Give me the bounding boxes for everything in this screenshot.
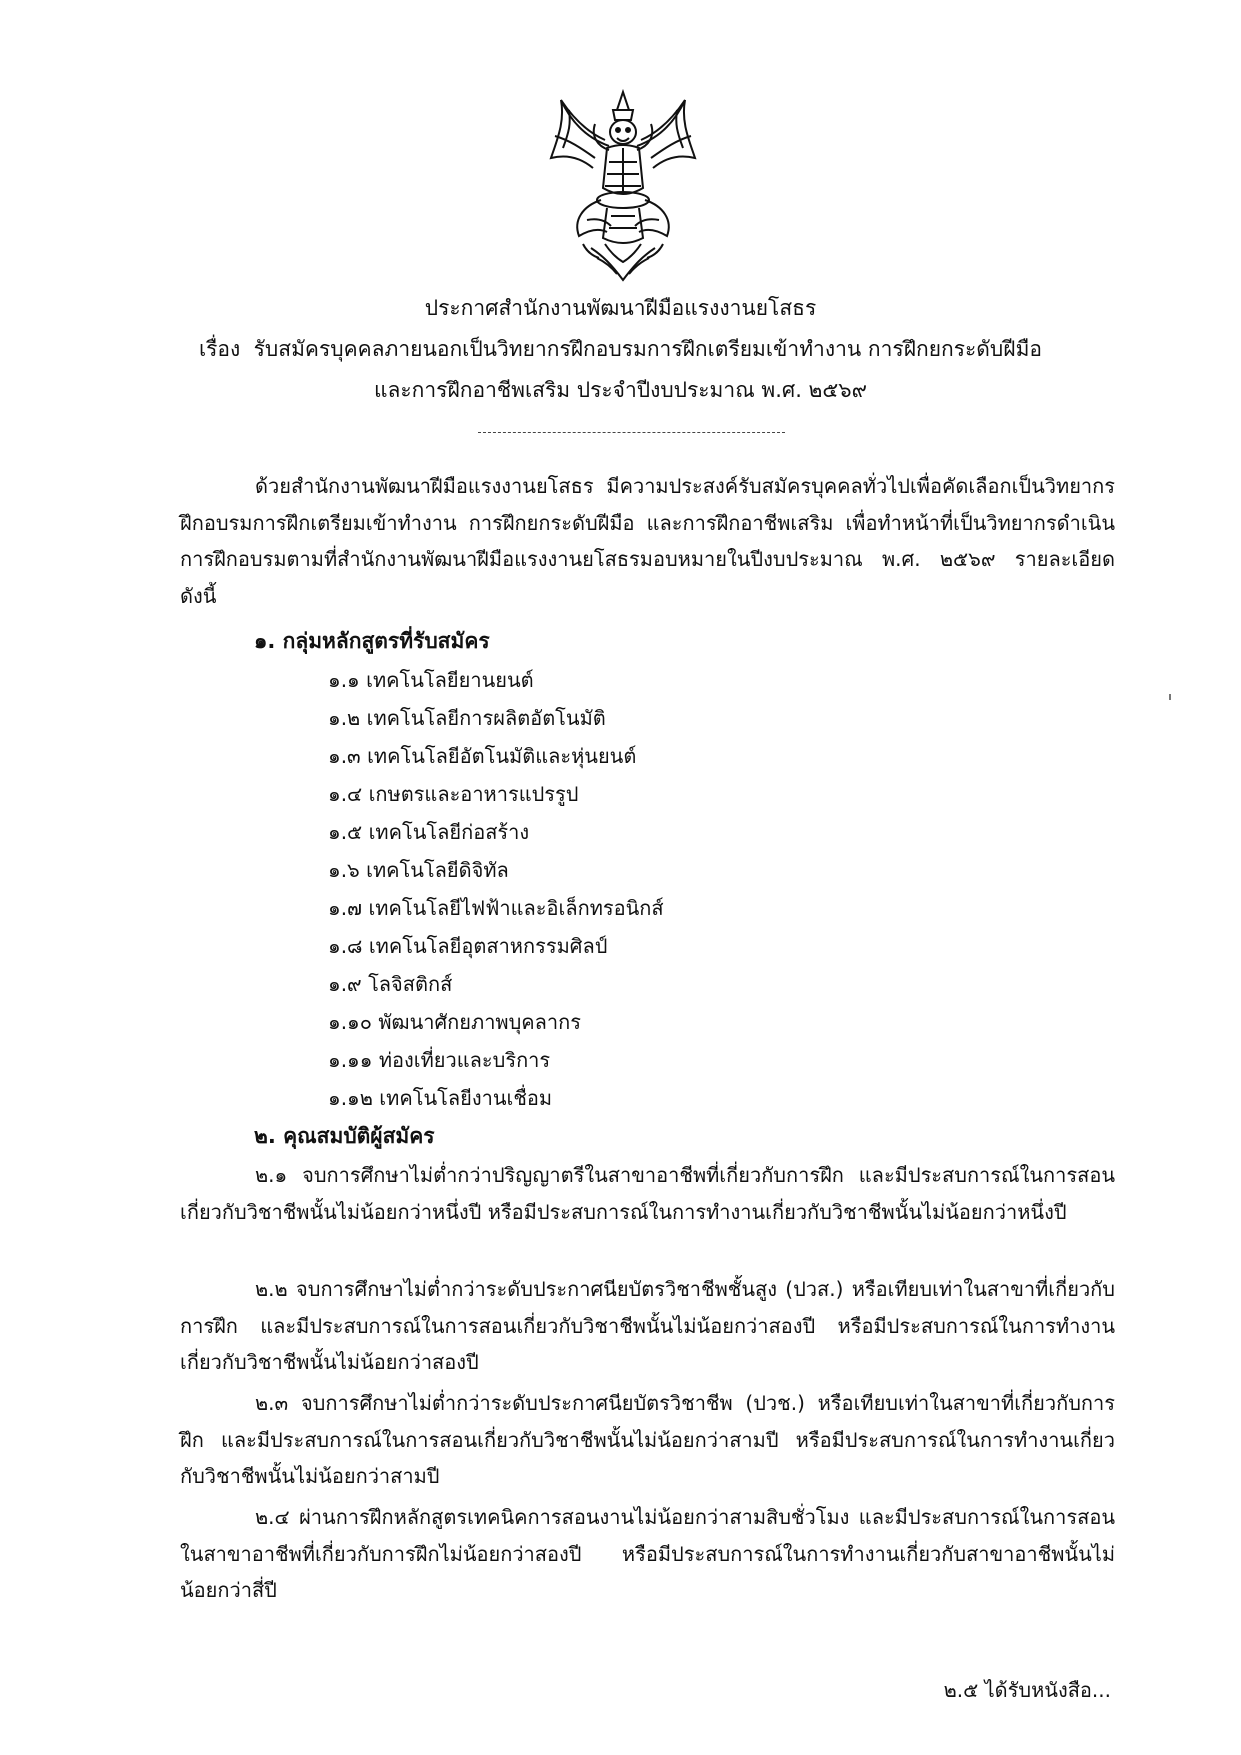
qualification-text: ๒.๔ ผ่านการฝึกหลักสูตรเทคนิคการสอนงานไม่น้อยกว่าสามสิบชั่วโมง และมีประสบการณ์ในการสอนในสาขาอาชีพที่เกี่ยวกับการฝึกไม่น้อยกว่าสองปี หรือมีประสบการณ์ในการทำงานเกี่ยวกับสาขาอาชีพนั้นไม่น้อยกว่าสี่ปี	[180, 1505, 1115, 1602]
qualification-text: ๒.๓ จบการศึกษาไม่ต่ำกว่าระดับประกาศนียบัตรวิชาชีพ (ปวช.) หรือเทียบเท่าในสาขาที่เกี่ยวกับการฝึก และมีประสบการณ์ในการสอนเกี่ยวกับวิชาชีพนั้นไม่น้อยกว่าสามปี หรือมีประสบการณ์ในการทำงานเกี่ยวกับวิชาชีพนั้นไม่น้อยกว่าสามปี	[180, 1391, 1115, 1488]
announcement-title: ประกาศสำนักงานพัฒนาฝีมือแรงงานยโสธร	[424, 296, 817, 320]
course-item	[328, 700, 606, 736]
title-separator	[478, 432, 785, 433]
subject-text: รับสมัครบุคคลภายนอกเป็นวิทยากรฝึกอบรมการฝึกเตรียมเข้าทำงาน การฝึกยกระดับฝีมือ	[253, 337, 1043, 361]
subject-label: เรื่อง	[198, 337, 241, 361]
course-number: ๑.๒	[328, 706, 361, 730]
qualification-text: ๒.๑ จบการศึกษาไม่ต่ำกว่าปริญญาตรีในสาขาอาชีพที่เกี่ยวกับการฝึก และมีประสบการณ์ในการสอนเกี่ยวกับวิชาชีพนั้นไม่น้อยกว่าหนึ่งปี หรือมีประสบการณ์ในการทำงานเกี่ยวกับวิชาชีพนั้นไม่น้อยกว่าหนึ่งปี	[180, 1163, 1115, 1224]
qualification-item	[180, 1271, 1115, 1381]
course-number: ๑.๑๒	[328, 1086, 373, 1110]
intro-text: ด้วยสำนักงานพัฒนาฝีมือแรงงานยโสธร มีความประสงค์รับสมัครบุคคลทั่วไปเพื่อคัดเลือกเป็นวิทยากรฝึกอบรมการฝึกเตรียมเข้าทำงาน การฝึกยกระดับฝีมือ และการฝึกอาชีพเสริม เพื่อทำหน้าที่เป็นวิทยากรดำเนินการฝึกอบรมตามที่สำนักงานพัฒนาฝีมือแรงงานยโสธรมอบหมายในปีงบประมาณ พ.ศ. ๒๕๖๙ รายละเอียด ดังนี้	[180, 474, 1115, 608]
course-number: ๑.๑	[328, 668, 360, 692]
course-item	[328, 1004, 581, 1040]
course-number: ๑.๓	[328, 744, 361, 768]
course-number: ๑.๖	[328, 858, 360, 882]
qualification-item	[180, 1385, 1115, 1495]
qualification-item	[180, 1157, 1115, 1230]
course-name: เทคโนโลยีอัตโนมัติและหุ่นยนต์	[367, 744, 637, 768]
course-number: ๑.๑๐	[328, 1010, 372, 1034]
course-item	[328, 928, 607, 964]
course-name: เทคโนโลยียานยนต์	[366, 668, 534, 692]
course-name: เทคโนโลยีอุตสาหกรรมศิลป์	[368, 934, 608, 958]
announcement-subject	[0, 331, 1241, 367]
course-number: ๑.๑๑	[328, 1048, 373, 1072]
section-1-heading: ๑. กลุ่มหลักสูตรที่รับสมัคร	[254, 629, 490, 653]
course-item	[328, 966, 452, 1002]
course-name: เทคโนโลยีไฟฟ้าและอิเล็กทรอนิกส์	[368, 896, 664, 920]
course-name: โลจิสติกส์	[368, 972, 453, 996]
course-item	[328, 890, 664, 926]
continuation-note: ๒.๕ ได้รับหนังสือ...	[943, 1678, 1111, 1702]
announcement-subject-cont: และการฝึกอาชีพเสริม ประจำปีงบประมาณ พ.ศ. ๒๕๖๙	[373, 378, 867, 402]
course-name: เทคโนโลยีงานเชื่อม	[379, 1086, 553, 1110]
course-item	[328, 776, 578, 812]
section-2-heading: ๒. คุณสมบัติผู้สมัคร	[254, 1124, 435, 1148]
course-number: ๑.๕	[328, 820, 363, 844]
course-name: ท่องเที่ยวและบริการ	[378, 1048, 551, 1072]
qualification-item	[180, 1499, 1115, 1609]
intro-paragraph	[180, 468, 1115, 614]
course-name: เทคโนโลยีดิจิทัล	[366, 858, 509, 882]
course-name: พัฒนาศักยภาพบุคลากร	[378, 1010, 582, 1034]
course-item	[328, 814, 529, 850]
course-item	[328, 662, 534, 698]
course-name: เทคโนโลยีการผลิตอัตโนมัติ	[366, 706, 606, 730]
garuda-emblem	[547, 88, 699, 284]
course-item	[328, 1042, 550, 1078]
course-item	[328, 1080, 552, 1116]
course-number: ๑.๙	[328, 972, 362, 996]
course-number: ๑.๔	[328, 782, 363, 806]
course-name: เทคโนโลยีก่อสร้าง	[368, 820, 530, 844]
course-item	[328, 852, 509, 888]
course-name: เกษตรและอาหารแปรรูป	[368, 782, 579, 806]
course-number: ๑.๘	[328, 934, 363, 958]
course-number: ๑.๗	[328, 896, 363, 920]
scan-speck	[1169, 694, 1171, 700]
course-item	[328, 738, 636, 774]
qualification-text: ๒.๒ จบการศึกษาไม่ต่ำกว่าระดับประกาศนียบัตรวิชาชีพชั้นสูง (ปวส.) หรือเทียบเท่าในสาขาที่เกี่ยวกับการฝึก และมีประสบการณ์ในการสอนเกี่ยวกับวิชาชีพนั้นไม่น้อยกว่าสองปี หรือมีประสบการณ์ในการทำงานเกี่ยวกับวิชาชีพนั้นไม่น้อยกว่าสองปี	[180, 1277, 1115, 1374]
